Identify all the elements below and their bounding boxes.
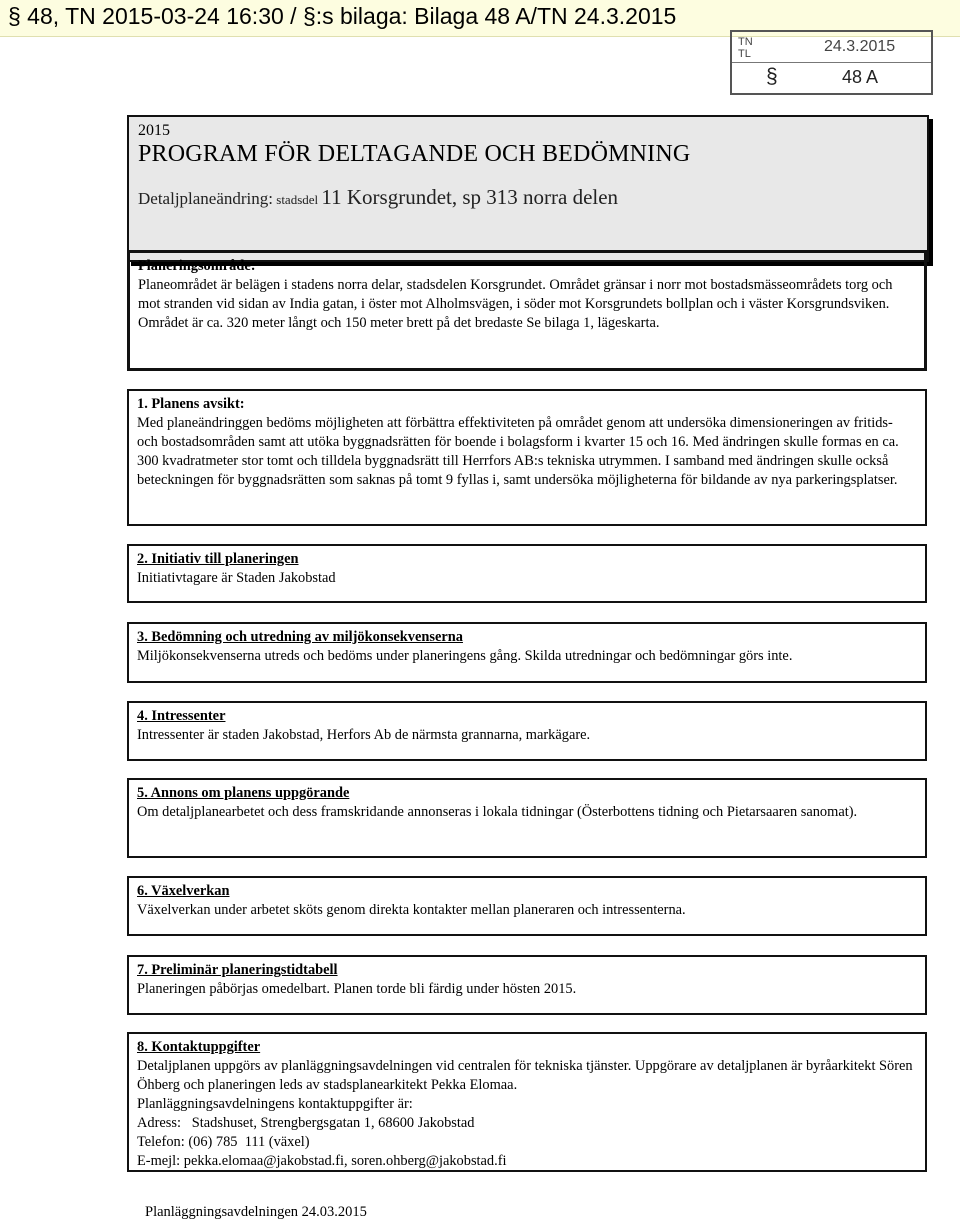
section-body: Intressenter är staden Jakobstad, Herfors Ab de närmsta grannarna, markägare. [137,727,591,743]
section-heading: 1. Planens avsikt: [137,396,245,412]
document-header-text: § 48, TN 2015-03-24 16:30 / §:s bilaga: Bilaga 48 A/TN 24.3.2015 [8,3,677,29]
section-intressenter [127,701,927,761]
section-heading: 8. Kontaktuppgifter [137,1039,261,1055]
stamp-number: 48 A [842,67,879,87]
section-planens-avsikt [127,389,927,526]
section-vaxelverkan [127,876,927,936]
stamp-paragraph-sign: § [766,65,778,88]
subtitle-small: stadsdel [273,192,322,207]
section-kontaktuppgifter [127,1032,927,1172]
section-body: Planeringen påbörjas omedelbart. Planen torde bli färdig under hösten 2015. [137,981,577,997]
section-initiativ [127,544,927,603]
contact-phone: Telefon: (06) 785 111 (växel) [137,1134,310,1150]
section-bedomning [127,622,927,683]
contact-address: Adress: Stadshuset, Strengbergsgatan 1, 68600 Jakobstad [137,1115,475,1131]
registration-stamp [730,30,933,95]
section-heading: 4. Intressenter [137,708,226,724]
stamp-tn: TN [738,36,753,48]
section-body: Om detaljplanearbetet och dess framskridande annonseras i lokala tidningar (Österbottens tidning och Pietarsaaren sanomat). [137,804,858,820]
section-heading: Planeringsområde: [138,258,256,274]
section-annons [127,778,927,858]
contact-email: E-mejl: pekka.elomaa@jakobstad.fi, soren.ohberg@jakobstad.fi [137,1153,507,1169]
document-subtitle [138,185,618,210]
subtitle-main: 11 Korsgrundet, sp 313 norra delen [321,185,619,209]
section-body: Planeområdet är belägen i stadens norra delar, stadsdelen Korsgrundet. Området gränsar i norr mot bostadsmässeområdets torg och mot stranden vid sidan av India gatan, i öster mot Alholmsvägen, i söder mot Korsgrundets bollplan och i väster Korsgrundsviken. Området är ca. 320 meter långt och 150 meter brett på det bredaste Se bilaga 1, lägeskarta. [138,277,893,331]
stamp-date: 24.3.2015 [824,38,896,55]
section-heading: 3. Bedömning och utredning av miljökonsekvenserna [137,629,463,645]
section-heading: 6. Växelverkan [137,883,230,899]
section-planeringsomrade [127,250,927,371]
page-footer: Planläggningsavdelningen 24.03.2015 [145,1204,367,1220]
section-body: Med planeändringgen bedöms möjligheten att förbättra effektiviteten på området genom att undersöka dimensioneringen av fritids- och bostadsområden samt att utöka byggnadsrätten för boende i bolagsform i kvarter 15 och 16. Med ändringen skulle formas en ca. 300 kvadratmeter stor tomt och tilldela byggnadsrätt till Herrfors AB:s tekniska utrymmen. I samband med ändringen skulle också beteckningen för byggnadsrätten som saknas på tomt 9 fyllas i, samt undersöka möjligheterna för bildande av nya parkeringsplatser. [137,415,899,488]
section-heading: 5. Annons om planens uppgörande [137,785,350,801]
document-title: PROGRAM FÖR DELTAGANDE OCH BEDÖMNING [138,141,691,167]
stamp-tl: TL [738,48,751,60]
stamp-divider [732,62,931,63]
subtitle-prefix: Detaljplaneändring: [138,189,274,208]
section-tidtabell [127,955,927,1015]
contact-line: Detaljplanen uppgörs av planläggningsavdelningen vid centralen för tekniska tjänster. Uppgörare av detaljplanen är byråarkitekt Sören Öhberg och planeringen leds av stadsplanearkitekt Pekka Elomaa. [137,1058,913,1093]
title-box [127,115,929,262]
section-body: Initiativtagare är Staden Jakobstad [137,570,336,586]
section-body: Växelverkan under arbetet sköts genom direkta kontakter mellan planeraren och intressenterna. [137,902,686,918]
section-heading: 2. Initiativ till planeringen [137,551,299,567]
section-heading: 7. Preliminär planeringstidtabell [137,962,338,978]
document-year: 2015 [138,122,170,139]
section-body: Miljökonsekvenserna utreds och bedöms under planeringens gång. Skilda utredningar och bedömningar görs inte. [137,648,793,664]
contact-line: Planläggningsavdelningens kontaktuppgifter är: [137,1096,413,1112]
